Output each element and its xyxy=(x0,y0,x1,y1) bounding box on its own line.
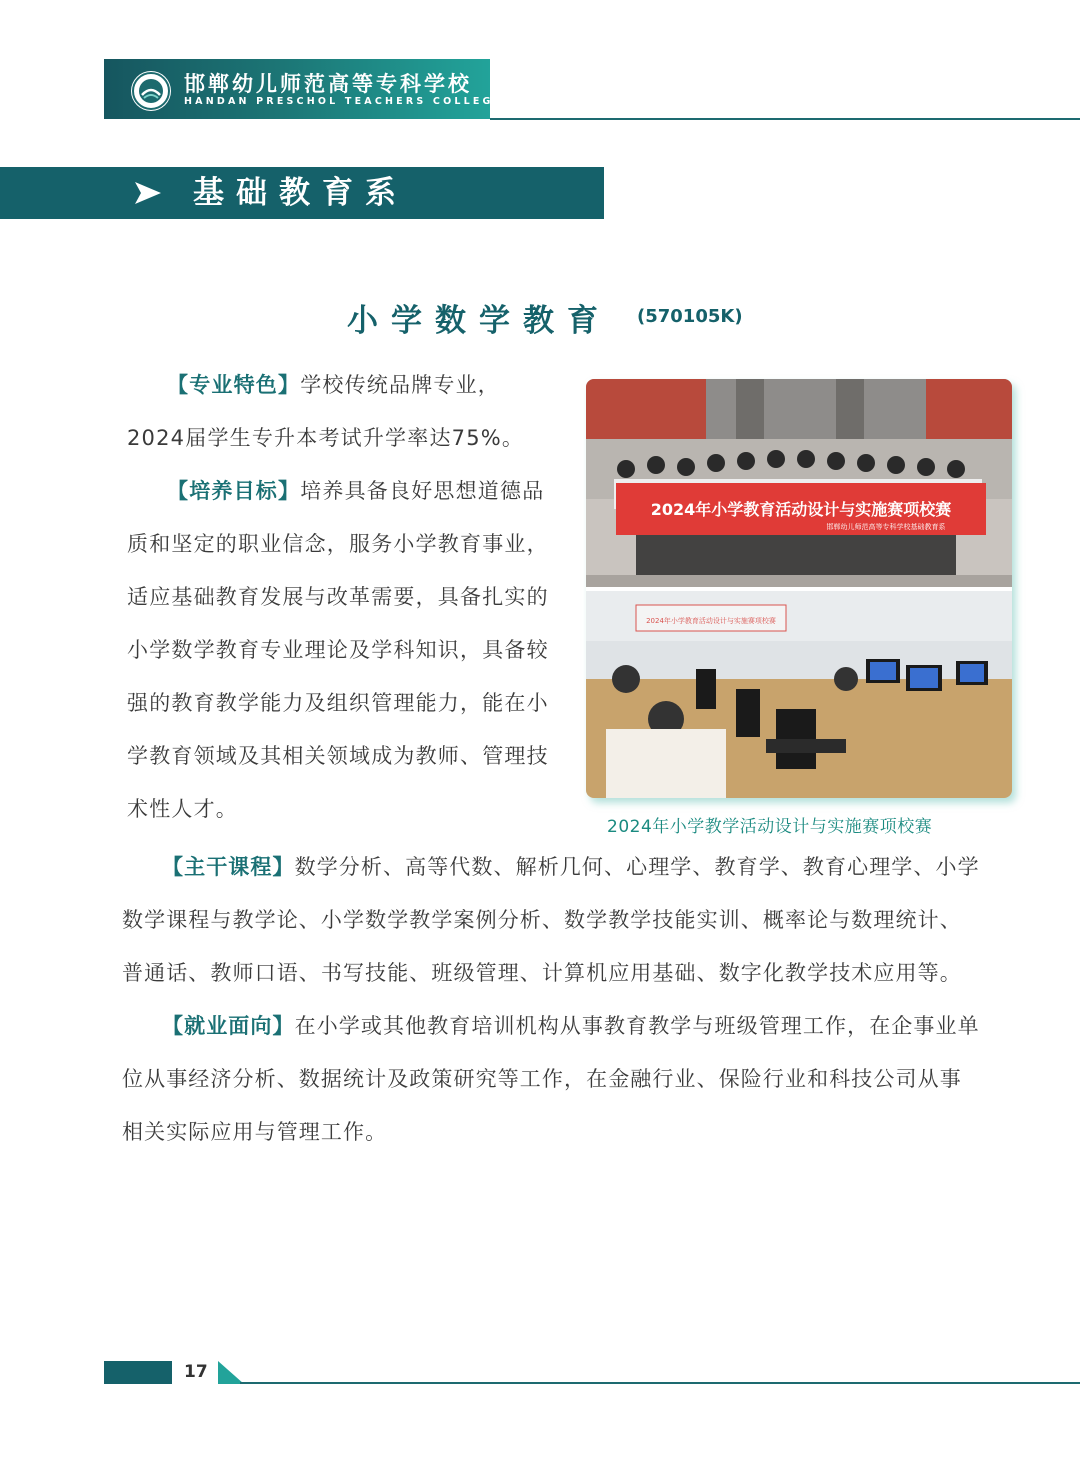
photo-caption: 2024年小学教学活动设计与实施赛项校赛 xyxy=(607,817,933,837)
footer-block xyxy=(104,1361,172,1384)
footer-divider xyxy=(240,1382,1080,1384)
event-photos xyxy=(586,379,1012,798)
feature-tag: 【专业特色】 xyxy=(167,373,301,397)
career-paragraph xyxy=(122,1000,982,1159)
school-logo xyxy=(131,71,171,111)
computer-lab-photo xyxy=(586,591,1012,798)
header-divider xyxy=(490,118,1080,120)
career-tag: 【就业面向】 xyxy=(162,1014,295,1038)
school-name-en: HANDAN PRESCHOL TEACHERS COLLEGE xyxy=(184,96,504,107)
courses-paragraph xyxy=(122,841,982,1000)
arrow-right-icon xyxy=(133,180,163,210)
feature-paragraph xyxy=(127,359,557,465)
section-title: 基础教育系 xyxy=(193,175,408,211)
courses-tag: 【主干课程】 xyxy=(162,855,295,879)
intro-text-block xyxy=(127,359,557,836)
banner-text: 2024年小学教育活动设计与实施赛项校赛 xyxy=(650,500,952,519)
career-text: 在小学或其他教育培训机构从事教育教学与班级管理工作，在企事业单位从事经济分析、数据统计及政策研究等工作，在金融行业、保险行业和科技公司从事相关实际应用与管理工作。 xyxy=(122,1014,980,1144)
group-photo xyxy=(586,379,1012,587)
lab-sign-text: 2024年小学教育活动设计与实施赛项校赛 xyxy=(646,617,776,625)
goal-text: 培养具备良好思想道德品质和坚定的职业信念，服务小学教育事业，适应基础教育发展与改革需要，具备扎实的小学数学教育专业理论及学科知识，具备较强的教育教学能力及组织管理能力，能在小学教育领域及其相关领域成为教师、管理技术性人才。 xyxy=(127,479,549,821)
major-title: 小学数学教育 xyxy=(347,303,611,339)
feature-text: 学校传统品牌专业，2024届学生专升本考试升学率达75%。 xyxy=(127,373,525,450)
goal-tag: 【培养目标】 xyxy=(167,479,301,503)
school-name-cn: 邯郸幼儿师范高等专科学校 xyxy=(184,72,472,96)
page-number: 17 xyxy=(184,1362,208,1382)
detail-text-block xyxy=(122,841,982,1159)
major-code: (570105K) xyxy=(637,306,743,327)
banner-subtext: 邯郸幼儿师范高等专科学校基础教育系 xyxy=(826,523,946,531)
goal-paragraph xyxy=(127,465,557,836)
courses-text: 数学分析、高等代数、解析几何、心理学、教育学、教育心理学、小学数学课程与教学论、小学数学教学案例分析、数学教学技能实训、概率论与数理统计、普通话、教师口语、书写技能、班级管理、计算机应用基础、数字化教学技术应用等。 xyxy=(122,855,980,985)
